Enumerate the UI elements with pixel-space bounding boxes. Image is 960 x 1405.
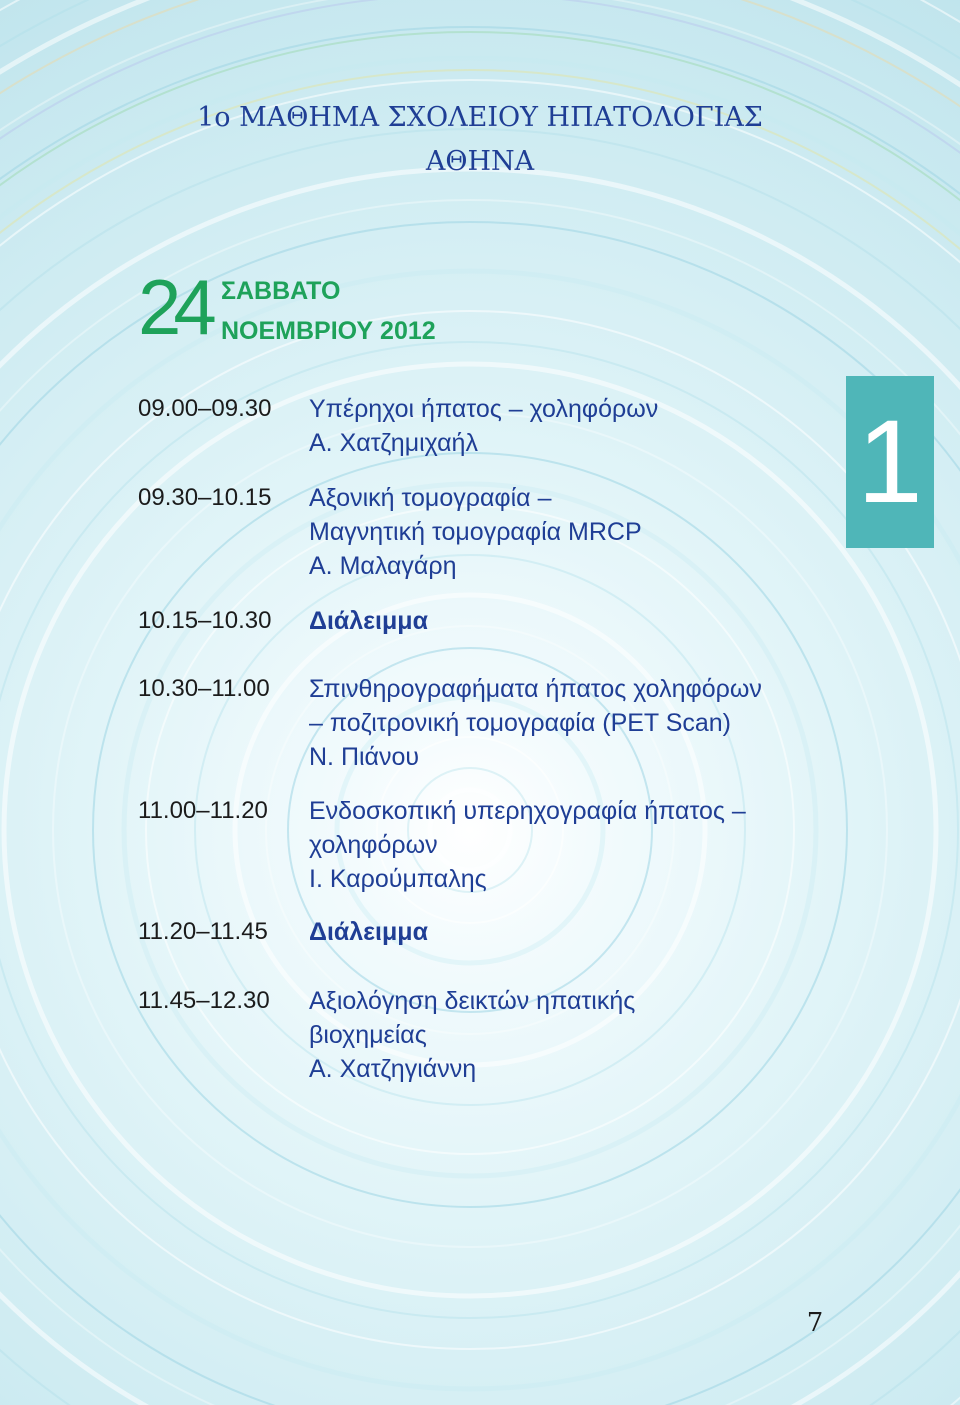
slot-speaker: Α. Χατζηγιάννη bbox=[309, 1055, 477, 1083]
slot-time: 11.00–11.20 bbox=[138, 797, 268, 824]
page-number: 7 bbox=[806, 1308, 824, 1338]
break-label: Διάλειμμα bbox=[309, 607, 428, 635]
date-day-name: ΣΑΒΒΑΤΟ bbox=[221, 277, 341, 305]
date-day-number: 24 bbox=[138, 263, 209, 351]
date-month-year: ΝΟΕΜΒΡΙΟΥ 2012 bbox=[221, 317, 436, 345]
slot-speaker: Α. Μαλαγάρη bbox=[309, 552, 457, 580]
course-city: ΑΘΗΝΑ bbox=[425, 146, 535, 177]
slot-time: 11.20–11.45 bbox=[138, 918, 268, 945]
slot-speaker: Ν. Πιάνου bbox=[309, 743, 420, 771]
slot-topic: βιοχημείας bbox=[309, 1021, 427, 1049]
slot-topic: – ποζιτρονική τομογραφία (PET Scan) bbox=[309, 709, 731, 737]
slot-topic: Σπινθηρογραφήματα ήπατος χοληφόρων bbox=[309, 675, 762, 703]
section-tab: 1 bbox=[846, 376, 934, 548]
course-title: 1ο ΜΑΘΗΜΑ ΣΧΟΛΕΙΟΥ ΗΠΑΤΟΛΟΓΙΑΣ bbox=[197, 102, 763, 133]
slot-topic: Αξονική τομογραφία – bbox=[309, 484, 552, 512]
slot-topic: χοληφόρων bbox=[309, 831, 438, 859]
slot-speaker: Α. Χατζημιχαήλ bbox=[309, 429, 478, 457]
slot-time: 09.30–10.15 bbox=[138, 484, 272, 511]
slot-time: 10.15–10.30 bbox=[138, 607, 272, 634]
slot-topic: Υπέρηχοι ήπατος – χοληφόρων bbox=[309, 395, 659, 423]
slot-topic: Ενδοσκοπική υπερηχογραφία ήπατος – bbox=[309, 797, 746, 825]
slot-time: 10.30–11.00 bbox=[138, 675, 270, 702]
slot-topic: Αξιολόγηση δεικτών ηπατικής bbox=[309, 987, 636, 1015]
slot-time: 11.45–12.30 bbox=[138, 987, 270, 1014]
slot-topic: Μαγνητική τομογραφία MRCP bbox=[309, 518, 642, 546]
slot-speaker: Ι. Καρούμπαλης bbox=[309, 865, 487, 893]
slot-time: 09.00–09.30 bbox=[138, 395, 272, 422]
break-label: Διάλειμμα bbox=[309, 918, 428, 946]
